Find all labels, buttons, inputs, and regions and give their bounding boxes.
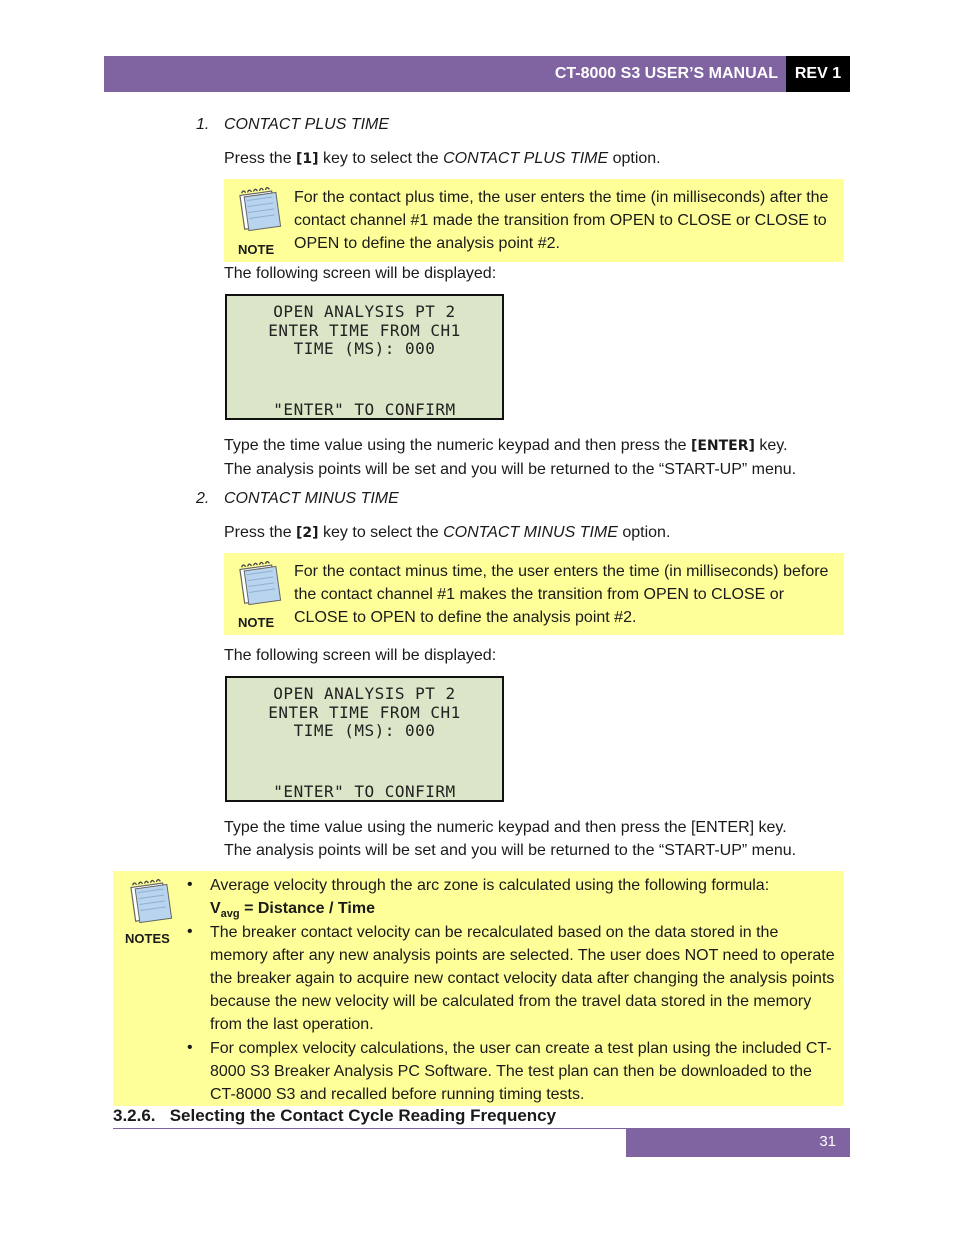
bullet: • [187,1039,193,1056]
key-2-label: [2] [296,525,319,541]
bullet: • [187,923,193,940]
lcd-line: TIME (MS): 000 [293,721,436,740]
note-box-2 [224,553,844,635]
item-1-title: CONTACT PLUS TIME [224,116,390,133]
item-2-number: 2. [196,490,210,507]
note-label: NOTE [238,242,275,257]
section-heading: 3.2.6. Selecting the Contact Cycle Reading Frequency [113,1106,557,1125]
manual-title: CT-8000 S3 USER’S MANUAL [554,65,778,82]
notepad-icon [232,559,286,607]
revision-badge: REV 1 [786,56,850,92]
notes-box [113,871,844,1106]
velocity-formula: $V_{avg}$ = Distance / Time [210,900,375,921]
lcd-line: ENTER TIME FROM CH1 [268,703,461,722]
following-screen-text: The following screen will be displayed: [224,647,497,664]
following-screen-text: The following screen will be displayed: [224,265,497,282]
notes-label: NOTES [125,931,170,946]
lcd-screen-1 [225,294,504,420]
note-label: NOTE [238,615,275,630]
note-bullet-2: The breaker contact velocity can be recalculated based on the data stored in the memory after any new analysis points are selected. The user does NOT need to operate the breaker again to acquire new contact velocity data after changing the analysis points because the new velocity will be calculated from the travel data stored in the memory from the last operation. [210,924,835,1033]
bullet: • [187,876,193,893]
notepad-icon [123,877,177,925]
item-1-instruction: Press the [1] key to select the CONTACT PLUS TIME option. [224,150,661,167]
item-1-number: 1. [196,116,210,133]
note-text: For the contact minus time, the user enters the time (in milliseconds) before the contact channel #1 makes the transition from OPEN to CLOSE or CLOSE to OPEN to define the analysis point #2. [294,563,829,626]
note-text: For the contact plus time, the user enters the time (in milliseconds) after the contact channel #1 made the transition from OPEN to CLOSE or CLOSE to OPEN to define the analysis point #2. [294,189,829,252]
enter-key-label: [ENTER] [690,438,755,454]
lcd-screen-2 [225,676,504,802]
item-2-after-text: Type the time value using the numeric keypad and then press the [ENTER] key. The analysis points will be set and you will be returned to the “START-UP” menu. [224,819,797,859]
key-1-label: [1] [296,151,319,167]
lcd-line: OPEN ANALYSIS PT 2 [273,302,456,321]
lcd-line: "ENTER" TO CONFIRM [273,400,456,419]
footer-bar [626,1129,850,1157]
page-number: 31 [819,1133,836,1150]
lcd-line: "ENTER" TO CONFIRM [273,782,456,801]
item-2-instruction: Press the [2] key to select the CONTACT MINUS TIME option. [224,524,671,541]
notepad-icon [232,185,286,233]
note-bullet-1: Average velocity through the arc zone is calculated using the following formula: $V_{avg}$ = Distance / Time [210,874,840,926]
lcd-line: OPEN ANALYSIS PT 2 [273,684,456,703]
item-2-title: CONTACT MINUS TIME [224,490,399,507]
note-box-1 [224,179,844,262]
note-bullet-3: For complex velocity calculations, the user can create a test plan using the included CT-8000 S3 Breaker Analysis PC Software. The test plan can then be downloaded to the CT-8000 S3 and recalled before running timing tests. [210,1040,832,1103]
lcd-line: TIME (MS): 000 [293,339,436,358]
item-1-after-text: Type the time value using the numeric keypad and then press the [ENTER] key. The analysis points will be set and you will be returned to the “START-UP” menu. [224,437,797,478]
lcd-line: ENTER TIME FROM CH1 [268,321,461,340]
